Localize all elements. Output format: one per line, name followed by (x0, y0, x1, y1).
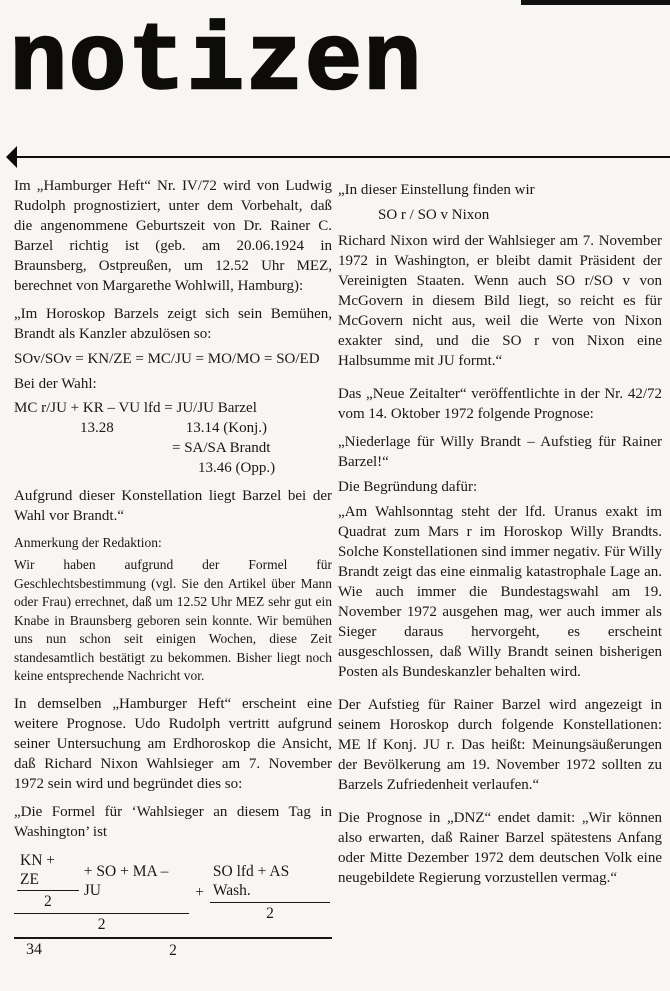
scan-edge-bar (521, 0, 670, 5)
intro-paragraph: Im „Hamburger Heft“ Nr. IV/72 wird von Ludwig Rudolph prognostiziert, unter dem Vorbehalt, daß die angenommene Geburtszeit von Dr. Rainer C. Barzel richtig ist (geb. am 20.06.1924 in Braunsberg, Ostpreußen, um 12.52 Uhr MEZ, berechnet von Margarethe Wohlwill, Hamburg): (14, 178, 332, 294)
editor-note-heading: Anmerkung der Redaktion: (14, 535, 162, 550)
left-fraction-numerator (14, 851, 189, 913)
so-nixon-formula: SO r / SO v Nixon (378, 207, 490, 223)
formula-value: 13.28 (80, 420, 114, 436)
inner-fraction-denominator: 2 (17, 890, 79, 911)
editor-note-text: Wir haben aufgrund der Formel für Geschlechtsbestimmung (vgl. Sie den Artikel über Mann oder Frau) errechnet, daß um 12.52 Uhr MEZ sehr gut ein Knabe in Braunsberg geboren sein konnte. Wir bemühen uns nun schon seit einigen Wochen, diese Zeit standesamtlich bestätigt zu bekommen. Bisher liegt noch keine entsprechende Nachricht vor. (14, 557, 332, 683)
begruendung-label: Die Begründung dafür: (338, 479, 478, 495)
konstellation-paragraph: Aufgrund dieser Konstellation liegt Barzel bei der Wahl vor Brandt.“ (14, 488, 332, 524)
formula-denominator: 2 (14, 937, 332, 960)
left-fraction (14, 851, 189, 934)
left-column (14, 176, 332, 960)
formula-value: 13.14 (Konj.) (185, 420, 267, 436)
formula-numerator (14, 851, 332, 937)
right-fraction-denominator: 2 (210, 902, 330, 923)
formula-term: + SO + MA – JU (83, 862, 169, 899)
page-title: notizen (10, 9, 424, 117)
wahl-label: Bei der Wahl: (14, 376, 97, 392)
inner-fraction-numerator: KN + ZE (20, 851, 56, 888)
right-fraction (210, 862, 330, 923)
divider-line (16, 156, 670, 158)
neue-zeitalter-paragraph: Das „Neue Zeitalter“ veröffentlichte in der Nr. 42/72 vom 14. Oktober 1972 folgende Prognose: (338, 386, 662, 422)
niederlage-paragraph: „Niederlage für Willy Brandt – Aufstieg für Rainer Barzel!“ (338, 434, 662, 470)
formula-row (14, 418, 332, 438)
right-column (338, 180, 662, 896)
formel-intro-paragraph: „Die Formel für ‘Wahlsieger an diesem Tag in Washington’ ist (14, 803, 332, 840)
page-number: 34 (26, 941, 42, 958)
plus-operator: + (195, 883, 204, 901)
right-fraction-numerator: SO lfd + AS Wash. (212, 862, 290, 899)
header-divider (6, 146, 670, 170)
einstellung-paragraph: „In dieser Einstellung finden wir (338, 182, 535, 198)
formula-row: = SA/SA Brandt (172, 440, 271, 456)
inner-fraction (17, 851, 79, 911)
wahl-formula-block (14, 398, 332, 478)
wahlsonntag-paragraph: „Am Wahlsonntag steht der lfd. Uranus exakt im Quadrat zum Mars r im Horoskop Willy Brandts. Solche Konstellationen sind immer negativ. Für Willy Brandt zeigt das eine einmalig katastrophale Lage an. Wie auch immer die Bundestagswahl am 19. November 1972 ausgehen mag, wer auch immer als Sieger daraus hervorgeht, es erscheint ausgeschlossen, daß Willy Brandt seinen bisherigen Posten als Bundeskanzler behalten wird. (338, 504, 662, 680)
dnz-prognose-paragraph: Die Prognose in „DNZ“ endet damit: „Wir können also erwarten, daß Rainer Barzel spätestens Anfang oder Mitte Dezember 1972 dem deutschen Volk eine neugebildete Regierung vorzustellen vermag.“ (338, 810, 662, 886)
nixon-wahlsieger-paragraph: Richard Nixon wird der Wahlsieger am 7. November 1972 in Washington, er bleibt damit Präsident der Vereinigten Staaten. Wenn auch SO r/SO v von McGovern in diesem Bild liegt, so reicht es für McGovern nicht aus, weil die Werte von Nixon exakter sind, und die SO r von Nixon eine Halbsumme mit JU formt.“ (338, 233, 662, 369)
horoskop-paragraph: „Im Horoskop Barzels zeigt sich sein Bemühen, Brandt als Kanzler abzulösen so: (14, 306, 332, 342)
left-fraction-denominator: 2 (14, 913, 189, 934)
sov-formula-line: SOv/SOv = KN/ZE = MC/JU = MO/MO = SO/ED (14, 351, 320, 367)
wahlsieger-formula (14, 851, 332, 960)
formula-row: 13.46 (Opp.) (198, 460, 276, 476)
aufstieg-paragraph: Der Aufstieg für Rainer Barzel wird angezeigt in seinem Horoskop durch folgende Konstellationen: ME lf Konj. JU r. Das heißt: Meinungsäußerungen der Bevölkerung am 19. November 1972 sollten zu Barzels Zufriedenheit verlaufen.“ (338, 697, 662, 793)
formula-row: MC r/JU + KR – VU lfd = JU/JU Barzel (14, 400, 257, 416)
nixon-prognose-paragraph: In demselben „Hamburger Heft“ erscheint eine weitere Prognose. Udo Rudolph vertritt aufgrund seiner Untersuchung am Erdhoroskop die Ansicht, daß Richard Nixon Wahlsieger am 7. November 1972 sein wird und begründet dies so: (14, 695, 332, 792)
